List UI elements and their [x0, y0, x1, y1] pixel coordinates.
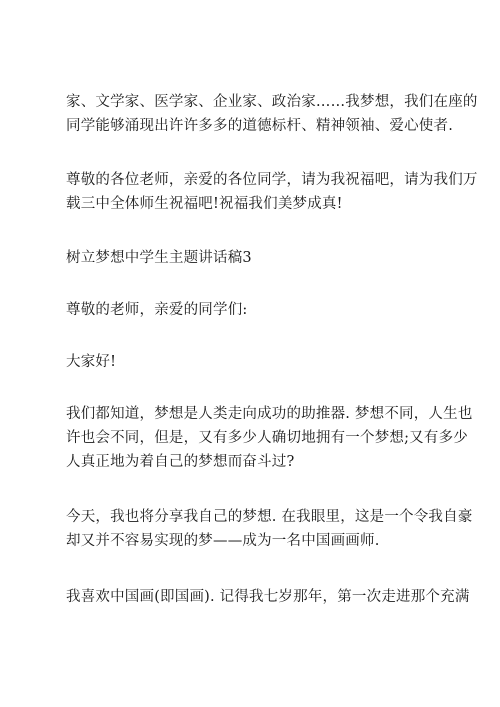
text-line: 我喜欢中国画(即国画). 记得我七岁那年，第一次走进那个充满: [66, 589, 470, 605]
paragraph-share-dream: [66, 505, 473, 553]
text-line: 尊敬的老师，亲爱的同学们:: [66, 302, 248, 318]
text-line: 许也会不同，但是，又有多少人确切地拥有一个梦想;又有多少: [66, 430, 468, 446]
paragraph-greeting: [66, 350, 456, 374]
text-line: 家、文学家、医学家、企业家、政治家……我梦想，我们在座的: [66, 94, 478, 110]
text-line: 人真正地为着自己的梦想而奋斗过?: [66, 454, 295, 470]
paragraph-dream-intro: [66, 402, 473, 474]
heading-text: 树立梦想中学生主题讲话稿3: [66, 250, 252, 266]
text-line: 今天，我也将分享我自己的梦想. 在我眼里，这是一个令我自豪: [66, 509, 473, 525]
text-line: 尊敬的各位老师，亲爱的各位同学，请为我祝福吧，请为我们万: [66, 172, 478, 188]
text-line: 大家好!: [66, 354, 117, 370]
paragraph-salutation: [66, 298, 456, 322]
text-line: 我们都知道，梦想是人类走向成功的助推器. 梦想不同，人生也: [66, 406, 473, 422]
section-heading: [66, 246, 456, 270]
text-line: 却又并不容易实现的梦——成为一名中国画画师.: [66, 533, 380, 549]
paragraph-chinese-painting: [66, 585, 470, 609]
paragraph-blessing: [66, 168, 478, 216]
text-line: 同学能够涌现出许许多多的道德标杆、精神领袖、爱心使者.: [66, 118, 454, 134]
text-line: 载三中全体师生祝福吧!祝福我们美梦成真!: [66, 196, 343, 212]
paragraph-dream-professions: [66, 90, 478, 138]
